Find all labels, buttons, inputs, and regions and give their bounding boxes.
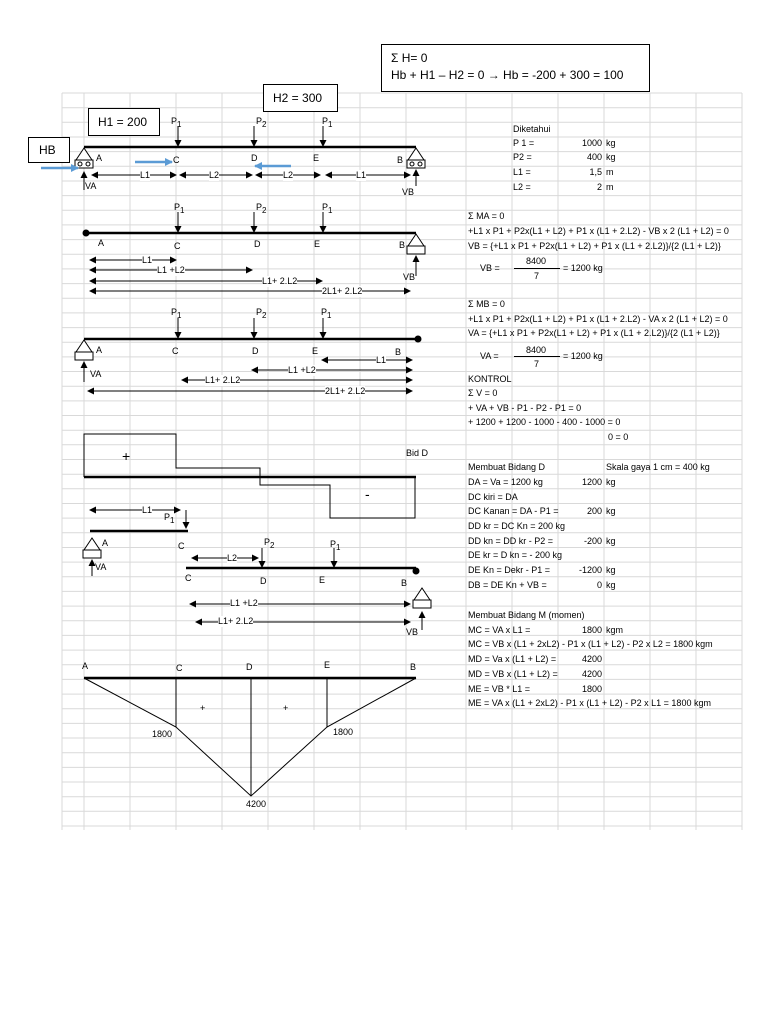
shear-row-value: -200: [583, 536, 602, 546]
node-a-label: A: [82, 661, 89, 671]
load-p2-label: $P_2$: [256, 202, 267, 215]
section-cut: [83, 510, 431, 630]
reaction-va-label: VA: [95, 562, 107, 572]
moment-md-value: 4200: [246, 799, 267, 809]
shear-diagram-title: Bid D: [406, 448, 429, 458]
kontrol-result: 0 = 0: [608, 432, 629, 442]
given-name: P 1 =: [513, 138, 535, 148]
load-p1-label: $P_1$: [321, 307, 332, 320]
h1-box: [88, 108, 160, 136]
moment-row-unit: kgm: [606, 625, 624, 635]
node-b-label: B: [401, 578, 408, 588]
reaction-vb-label: VB: [402, 187, 415, 197]
diketahui-title: Diketahui: [513, 124, 551, 134]
shear-row-unit: kg: [606, 565, 616, 575]
node-a-label: A: [96, 153, 103, 163]
support-a-icon: [75, 340, 93, 360]
given-value: 400: [586, 152, 602, 162]
shear-row-text: DA = Va = 1200 kg: [468, 477, 543, 487]
node-c-label: C: [176, 663, 183, 673]
given-value: 1,5: [589, 167, 602, 177]
dim-2l1-2l2-label: 2L1+ 2.L2: [322, 286, 363, 296]
ma-equation: +L1 x P1 + P2x(L1 + L2) + P1 x (L1 + 2.L2) - VB x 2 (L1 + L2) = 0: [468, 226, 729, 236]
bidang-m-title: Membuat Bidang M (momen): [468, 610, 585, 620]
given-name: P2 =: [513, 152, 532, 162]
load-p1-label: $P_1$: [174, 202, 185, 215]
load-p2-label: $P_2$: [256, 116, 267, 129]
moment-row-value: 4200: [581, 669, 602, 679]
node-b-label: B: [397, 155, 404, 165]
shear-row-value: 0: [596, 580, 602, 590]
shear-row-text: DE Kn = Dekr - P1 =: [468, 565, 551, 575]
moment-row-text: MD = VB x (L1 + L2) =: [468, 669, 558, 679]
node-a-label: A: [98, 238, 105, 248]
shear-positive-sign: +: [122, 448, 131, 464]
vb-result: = 1200 kg: [563, 263, 603, 273]
vb-fraction-bar: [514, 268, 560, 269]
dim-l1-2l2-label: L1+ 2.L2: [262, 276, 298, 286]
moment-row-value: 4200: [581, 654, 602, 664]
moment-row-text: MD = Va x (L1 + L2) =: [468, 654, 557, 664]
shear-row-text: DC Kanan = DA - P1 =: [468, 506, 559, 516]
moment-me-value: 1800: [333, 727, 354, 737]
shear-row-unit: kg: [606, 580, 616, 590]
ma-equation: VB = {+L1 x P1 + P2x(L1 + L2) + P1 x (L1 + 2.L2)}/{2 (L1 + L2)}: [468, 241, 721, 251]
load-p1-label: $P_1$: [322, 202, 333, 215]
beam-3: [75, 318, 422, 391]
support-b-icon: [407, 148, 425, 168]
dim-l1-l2-label: L1 +L2: [157, 265, 185, 275]
shear-row-text: DE kr = D kn = - 200 kg: [468, 550, 563, 560]
moment-row-value: 1800: [581, 684, 602, 694]
node-a-label: A: [96, 345, 103, 355]
shear-row-text: DD kr = DC Kn = 200 kg: [468, 521, 566, 531]
dim-l1-l2-label: L1 +L2: [230, 598, 258, 608]
reaction-va-label: VA: [85, 181, 97, 191]
vb-denominator: 7: [534, 271, 540, 281]
shear-row-unit: kg: [606, 536, 616, 546]
mb-equation: Σ MB = 0: [468, 299, 505, 309]
shear-row-unit: kg: [606, 506, 616, 516]
node-e-label: E: [314, 239, 321, 249]
va-result: = 1200 kg: [563, 351, 603, 361]
dim-l1-label: L1: [140, 170, 151, 180]
node-d-label: D: [260, 576, 267, 586]
moment-diagram: [84, 678, 416, 796]
dim-l2-label: L2: [209, 170, 220, 180]
moment-positive-sign: +: [283, 703, 289, 713]
node-e-label: E: [312, 346, 319, 356]
force-scale: Skala gaya 1 cm = 400 kg: [606, 462, 710, 472]
reaction-vb-label: VB: [406, 627, 419, 637]
dim-l1-label: L1: [142, 505, 153, 515]
given-name: L2 =: [513, 182, 531, 192]
dim-l2-label: L2: [227, 553, 238, 563]
kontrol-title: KONTROL: [468, 374, 512, 384]
h2-box: [263, 84, 338, 112]
shear-diagram: [84, 434, 416, 518]
dim-l1-2l2-label: L1+ 2.L2: [218, 616, 254, 626]
node-e-label: E: [313, 153, 320, 163]
moment-mc-value: 1800: [152, 729, 173, 739]
load-p2-label: $P_2$: [256, 307, 267, 320]
given-unit: kg: [606, 152, 616, 162]
given-unit: m: [606, 167, 614, 177]
moment-row-value: 1800: [581, 625, 602, 635]
va-fraction-bar: [514, 356, 560, 357]
h2-text: H2 = 300: [273, 91, 323, 105]
hb-box: [28, 137, 70, 163]
kontrol-equation: + 1200 + 1200 - 1000 - 400 - 1000 = 0: [468, 417, 621, 427]
load-p2-label: $P_2$: [264, 537, 275, 550]
ma-equation: Σ MA = 0: [468, 211, 505, 221]
shear-row-text: DC kiri = DA: [468, 492, 518, 502]
moment-row-text: MC = VB x (L1 + 2xL2) - P1 x (L1 + L2) - P2 x L2 = 1800 kgm: [468, 639, 713, 649]
support-a-icon: [75, 148, 93, 168]
vb-numerator: 8400: [526, 256, 547, 266]
vb-result-lhs: VB =: [480, 263, 500, 273]
dim-l2-label: L2: [283, 170, 294, 180]
node-c-label: C: [172, 346, 179, 356]
va-numerator: 8400: [526, 345, 547, 355]
va-result-lhs: VA =: [480, 351, 499, 361]
node-d-label: D: [254, 239, 261, 249]
node-c-label: C: [174, 241, 181, 251]
va-denominator: 7: [534, 359, 540, 369]
moment-row-text: MC = VA x L1 =: [468, 625, 531, 635]
load-p1-label: $P_1$: [171, 116, 182, 129]
load-p1-label: $P_1$: [164, 512, 175, 525]
support-b-icon: [407, 234, 425, 254]
node-c-label: C: [178, 541, 185, 551]
node-c-label: C: [173, 155, 180, 165]
node-b-label: B: [395, 347, 402, 357]
given-unit: kg: [606, 138, 616, 148]
dim-l1-l2-label: L1 +L2: [288, 365, 316, 375]
mb-equation: VA = {+L1 x P1 + P2x(L1 + L2) + P1 x (L1 + 2.L2)}/{2 (L1 + L2)}: [468, 328, 720, 338]
load-p1-label: $P_1$: [330, 539, 341, 552]
node-e-label: E: [319, 575, 326, 585]
shear-row-value: -1200: [578, 565, 602, 575]
node-d-label: D: [252, 346, 259, 356]
node-c-label: C: [185, 573, 192, 583]
mb-equation: +L1 x P1 + P2x(L1 + L2) + P1 x (L1 + 2.L2) - VA x 2 (L1 + L2) = 0: [468, 314, 728, 324]
h1-text: H1 = 200: [98, 115, 148, 129]
node-d-label: D: [246, 662, 253, 672]
shear-row-value: 200: [586, 506, 602, 516]
node-d-label: D: [251, 153, 258, 163]
given-name: L1 =: [513, 167, 531, 177]
dim-l1-label: L1: [376, 355, 387, 365]
dim-l1-label: L1: [142, 255, 153, 265]
given-value: 2: [596, 182, 602, 192]
support-a-icon: [83, 538, 101, 558]
hb-equation-text: Hb + H1 – H2 = 0 → Hb = -200 + 300 = 100: [391, 68, 624, 82]
dim-l1-2l2-label: L1+ 2.L2: [205, 375, 241, 385]
moment-row-text: ME = VB * L1 =: [468, 684, 531, 694]
moment-row-text: ME = VA x (L1 + 2xL2) - P1 x (L1 + L2) - P2 x L1 = 1800 kgm: [468, 698, 711, 708]
node-b-label: B: [410, 662, 417, 672]
hb-text: HB: [39, 143, 56, 157]
shear-row-text: DB = DE Kn + VB =: [468, 580, 547, 590]
dim-l1-label: L1: [356, 170, 367, 180]
reaction-vb-label: VB: [403, 272, 416, 282]
load-p1-label: $P_1$: [322, 116, 333, 129]
given-unit: m: [606, 182, 614, 192]
beam-2: [83, 212, 426, 291]
load-p1-label: $P_1$: [171, 307, 182, 320]
moment-positive-sign: +: [200, 703, 206, 713]
shear-row-text: DD kn = DD kr - P2 =: [468, 536, 554, 546]
sum-h-text: Σ H= 0: [391, 51, 428, 65]
shear-negative-sign: -: [365, 486, 370, 502]
kontrol-equation: + VA + VB - P1 - P2 - P1 = 0: [468, 403, 582, 413]
node-e-label: E: [324, 660, 331, 670]
node-b-label: B: [399, 240, 406, 250]
given-value: 1000: [581, 138, 602, 148]
node-a-label: A: [102, 538, 109, 548]
dim-2l1-2l2-label: 2L1+ 2.L2: [325, 386, 366, 396]
reaction-va-label: VA: [90, 369, 102, 379]
bidang-d-title: Membuat Bidang D: [468, 462, 546, 472]
sum-h-box: [381, 44, 650, 92]
kontrol-equation: Σ V = 0: [468, 388, 498, 398]
shear-row-unit: kg: [606, 477, 616, 487]
shear-row-value: 1200: [581, 477, 602, 487]
